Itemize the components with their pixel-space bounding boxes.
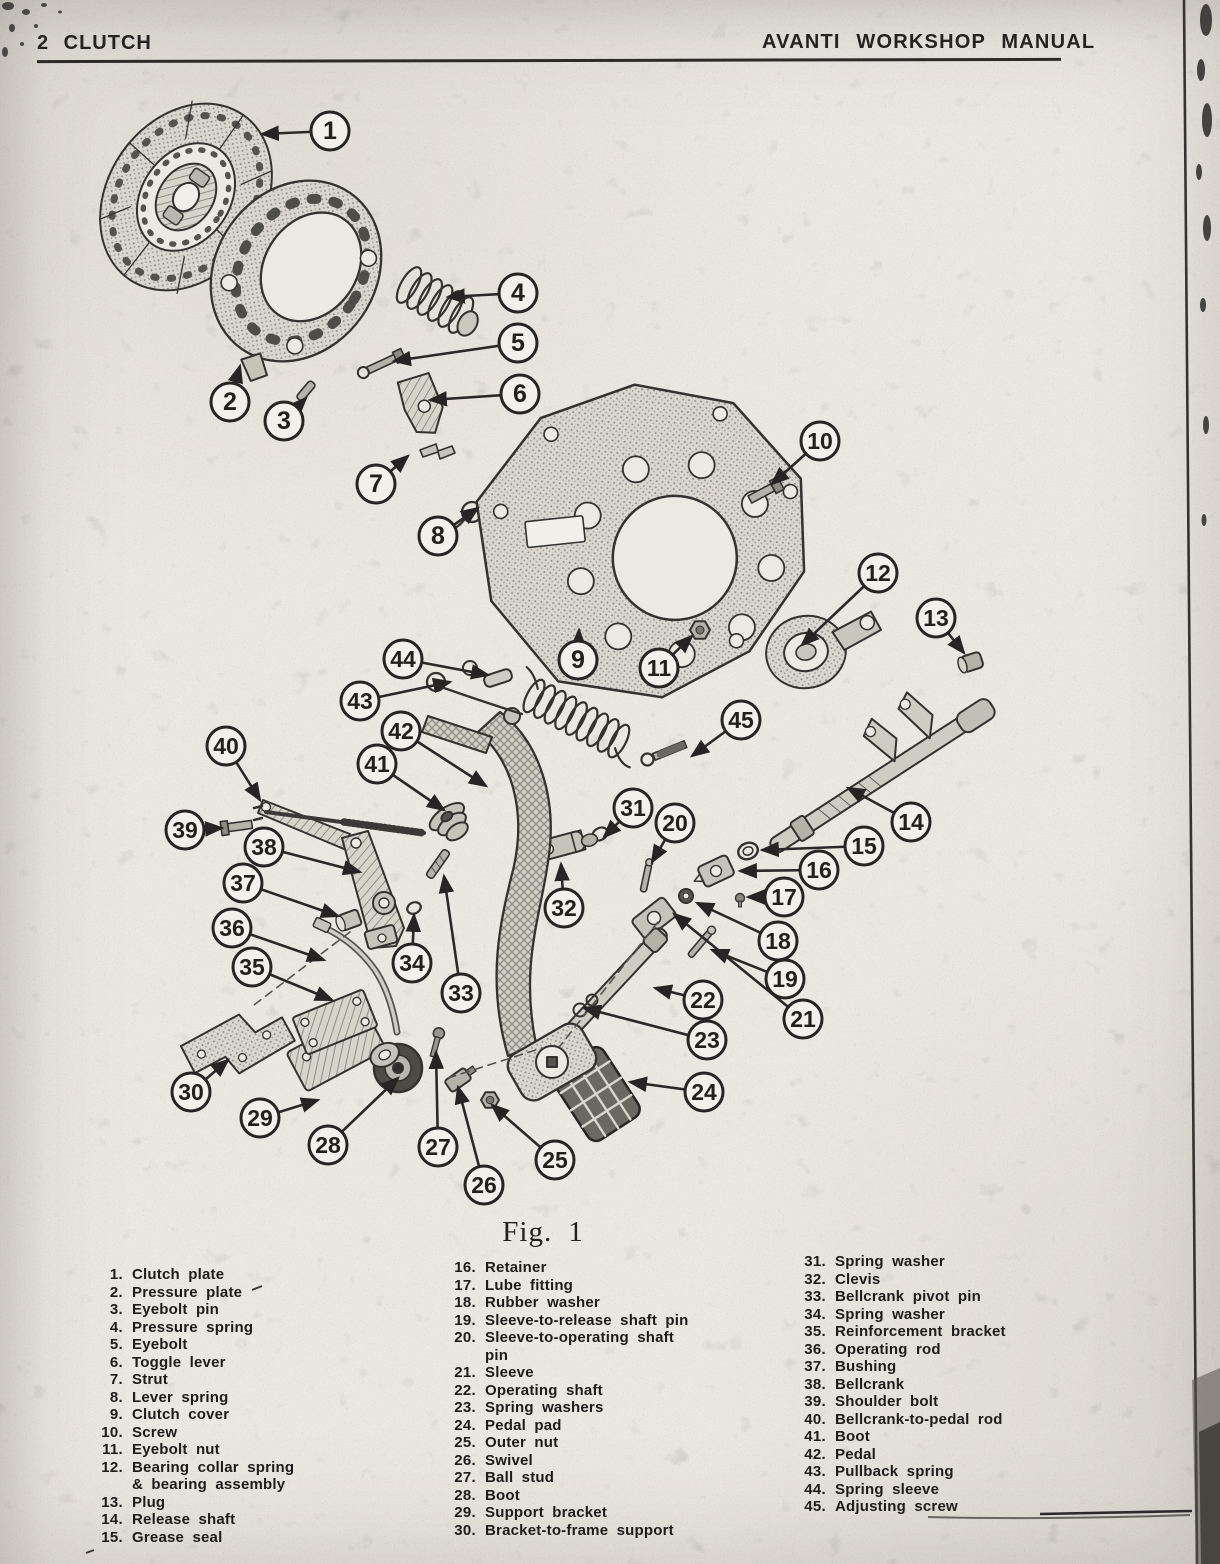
part-label: Clutch cover <box>132 1406 230 1423</box>
part-label: Sleeve-to-operating shaft pin <box>485 1329 675 1364</box>
part-label: Pedal pad <box>485 1416 562 1434</box>
part-number: 27. <box>454 1469 476 1486</box>
part-number: 4. <box>109 1318 123 1336</box>
part-number: 32. <box>804 1270 826 1288</box>
callout-14 <box>892 803 930 841</box>
eyebolt-nut-drawing <box>690 621 710 638</box>
callout-13 <box>917 599 955 637</box>
callout-number-4: 4 <box>511 279 525 307</box>
part-item <box>786 1463 1053 1481</box>
part-number: 11. <box>102 1441 123 1458</box>
part-label: Outer nut <box>485 1434 559 1451</box>
part-label: Rubber washer <box>485 1294 600 1311</box>
callout-number-30: 30 <box>178 1079 204 1105</box>
callout-number-37: 37 <box>230 870 256 896</box>
figure-caption-word: Fig. <box>502 1216 553 1248</box>
callout-number-28: 28 <box>315 1132 341 1158</box>
callout-21 <box>784 1000 822 1038</box>
part-item <box>436 1364 689 1382</box>
part-label: Bellcrank pivot pin <box>835 1288 981 1305</box>
callout-11 <box>640 649 678 687</box>
callout-number-42: 42 <box>388 718 414 744</box>
callout-12 <box>859 554 897 592</box>
callout-number-38: 38 <box>251 834 277 860</box>
callout-16 <box>800 851 838 889</box>
callout-27 <box>419 1128 457 1166</box>
callout-34 <box>393 944 431 982</box>
callout-42 <box>382 712 420 750</box>
callout-39 <box>166 811 204 849</box>
part-item <box>83 1406 310 1424</box>
part-item <box>436 1277 689 1295</box>
callout-number-1: 1 <box>323 117 337 145</box>
part-number: 7. <box>109 1371 123 1388</box>
part-label: Toggle lever <box>132 1353 226 1371</box>
callout-10 <box>801 422 839 460</box>
callout-9 <box>559 641 597 679</box>
part-label: Screw <box>132 1423 178 1441</box>
part-label: Retainer <box>485 1259 547 1276</box>
callout-number-35: 35 <box>239 954 265 980</box>
callout-number-39: 39 <box>172 817 198 843</box>
parts-column-1 <box>83 1266 310 1546</box>
part-label: Eyebolt <box>132 1336 188 1353</box>
part-item <box>786 1253 1053 1271</box>
part-label: Grease seal <box>132 1528 223 1546</box>
part-number: 43. <box>804 1463 826 1480</box>
callout-number-25: 25 <box>542 1147 568 1173</box>
part-item <box>436 1294 689 1312</box>
part-label: Shoulder bolt <box>835 1393 939 1410</box>
callout-number-14: 14 <box>898 809 924 835</box>
part-label: Bushing <box>835 1358 897 1375</box>
callout-number-29: 29 <box>247 1105 273 1131</box>
manual-title: AVANTI WORKSHOP MANUAL <box>762 31 1096 53</box>
callout-36 <box>213 909 251 947</box>
part-item <box>436 1469 689 1487</box>
callout-28 <box>309 1126 347 1164</box>
callout-number-32: 32 <box>551 895 577 921</box>
callout-44 <box>384 640 422 678</box>
callout-8 <box>419 517 457 555</box>
part-item <box>83 1529 310 1547</box>
part-label: Strut <box>132 1371 168 1388</box>
part-label: Pedal <box>835 1445 877 1463</box>
part-number: 33. <box>804 1288 826 1305</box>
part-item <box>786 1271 1053 1289</box>
part-item <box>436 1329 689 1364</box>
part-number: 45. <box>804 1498 826 1515</box>
part-item <box>436 1487 689 1505</box>
part-item <box>436 1504 689 1522</box>
part-label: Operating rod <box>835 1340 941 1358</box>
outer-nut-drawing <box>481 1092 499 1108</box>
part-item <box>83 1301 310 1319</box>
part-item <box>83 1371 310 1389</box>
callout-40 <box>207 727 245 765</box>
part-item <box>786 1481 1053 1499</box>
callout-17 <box>765 878 803 916</box>
part-number: 38. <box>804 1375 826 1393</box>
part-label: Reinforcement bracket <box>835 1323 1006 1340</box>
part-label: Spring washers <box>485 1399 604 1416</box>
callout-number-27: 27 <box>425 1134 451 1160</box>
callout-number-10: 10 <box>807 428 833 454</box>
callout-41 <box>358 745 396 783</box>
part-label: Eyebolt nut <box>132 1441 220 1458</box>
part-number: 40. <box>804 1410 826 1428</box>
part-number: 37. <box>804 1358 826 1375</box>
part-label: Plug <box>132 1493 166 1511</box>
part-item <box>83 1424 310 1442</box>
part-label: Sleeve <box>485 1364 534 1381</box>
part-number: 10. <box>101 1423 123 1441</box>
callout-20 <box>656 804 694 842</box>
part-item <box>83 1284 310 1302</box>
callout-1 <box>311 112 349 150</box>
part-number: 1. <box>109 1266 123 1283</box>
callout-43 <box>341 682 379 720</box>
part-label: Adjusting screw <box>835 1498 958 1515</box>
part-number: 13. <box>101 1493 123 1511</box>
part-item <box>83 1441 310 1459</box>
part-number: 17. <box>454 1276 476 1294</box>
part-item <box>83 1511 310 1529</box>
callout-29 <box>241 1099 279 1137</box>
part-number: 36. <box>804 1340 826 1358</box>
part-item <box>83 1336 310 1354</box>
part-number: 3. <box>109 1301 123 1318</box>
right-bottom-wedge <box>1199 1422 1220 1564</box>
part-number: 14. <box>101 1511 123 1528</box>
part-number: 20. <box>454 1329 476 1346</box>
callout-18 <box>759 922 797 960</box>
callout-number-18: 18 <box>765 928 791 954</box>
section-title: CLUTCH <box>63 32 152 54</box>
part-item <box>83 1266 310 1284</box>
callout-number-41: 41 <box>364 751 390 777</box>
callout-24 <box>685 1073 723 1111</box>
callout-26 <box>465 1166 503 1204</box>
callout-3 <box>265 402 303 440</box>
callout-number-36: 36 <box>219 915 245 941</box>
part-label: Eyebolt pin <box>132 1301 220 1318</box>
part-item <box>786 1428 1053 1446</box>
part-label: Boot <box>835 1428 870 1445</box>
part-item <box>436 1452 689 1470</box>
part-label: Bearing collar spring & bearing assembly <box>132 1458 295 1493</box>
part-number: 24. <box>454 1416 476 1434</box>
part-number: 25. <box>454 1434 476 1451</box>
part-number: 34. <box>804 1305 826 1323</box>
callout-22 <box>684 981 722 1019</box>
part-item <box>436 1312 689 1330</box>
part-label: Pullback spring <box>835 1463 954 1480</box>
callout-number-45: 45 <box>728 707 754 733</box>
part-label: Ball stud <box>485 1469 555 1486</box>
callout-number-17: 17 <box>771 884 797 910</box>
part-number: 19. <box>454 1311 476 1329</box>
part-item <box>83 1494 310 1512</box>
callout-number-3: 3 <box>277 407 291 435</box>
callout-number-6: 6 <box>513 380 527 408</box>
callout-number-2: 2 <box>223 388 237 416</box>
callout-number-11: 11 <box>646 655 672 681</box>
part-number: 9. <box>109 1406 123 1423</box>
part-item <box>436 1434 689 1452</box>
figure-caption-number: 1 <box>568 1216 584 1248</box>
part-item <box>786 1446 1053 1464</box>
part-item <box>786 1411 1053 1429</box>
part-number: 22. <box>454 1381 476 1399</box>
part-number: 30. <box>454 1521 476 1539</box>
part-item <box>786 1323 1053 1341</box>
part-item <box>83 1389 310 1407</box>
part-number: 12. <box>101 1458 123 1476</box>
callout-31 <box>614 789 652 827</box>
part-label: Bracket-to-frame support <box>485 1521 674 1539</box>
part-number: 2. <box>109 1283 123 1301</box>
part-label: Boot <box>485 1486 520 1504</box>
part-label: Lever spring <box>132 1388 229 1406</box>
callout-number-44: 44 <box>390 646 416 672</box>
part-label: Sleeve-to-release shaft pin <box>485 1311 689 1329</box>
part-number: 18. <box>454 1294 476 1311</box>
part-label: Pressure spring <box>132 1318 254 1336</box>
part-number: 35. <box>804 1323 826 1340</box>
callout-number-22: 22 <box>690 987 716 1013</box>
part-item <box>786 1341 1053 1359</box>
callout-number-33: 33 <box>448 980 474 1006</box>
callout-23 <box>688 1021 726 1059</box>
part-label: Bellcrank-to-pedal rod <box>835 1410 1003 1428</box>
part-number: 26. <box>454 1451 476 1469</box>
callout-15 <box>845 827 883 865</box>
callout-30 <box>172 1073 210 1111</box>
part-item <box>436 1259 689 1277</box>
parts-column-2 <box>436 1259 689 1539</box>
callout-number-12: 12 <box>865 560 891 586</box>
callout-number-21: 21 <box>790 1006 816 1032</box>
callout-number-31: 31 <box>620 795 646 821</box>
part-label: Swivel <box>485 1451 533 1469</box>
part-label: Pressure plate <box>132 1283 243 1301</box>
part-label: Support bracket <box>485 1504 608 1521</box>
callout-number-23: 23 <box>694 1027 720 1053</box>
part-label: Spring washer <box>835 1305 945 1323</box>
part-label: Spring washer <box>835 1253 945 1270</box>
part-number: 15. <box>101 1528 123 1546</box>
callout-number-15: 15 <box>851 833 877 859</box>
part-label: Lube fitting <box>485 1276 574 1294</box>
page-number: 2 <box>37 32 49 54</box>
callout-number-20: 20 <box>662 810 688 836</box>
callout-number-16: 16 <box>806 857 832 883</box>
part-item <box>786 1393 1053 1411</box>
callout-19 <box>766 960 804 998</box>
callout-number-8: 8 <box>431 522 445 550</box>
part-number: 8. <box>109 1388 123 1406</box>
callout-number-34: 34 <box>399 950 425 976</box>
part-item <box>786 1306 1053 1324</box>
callout-number-5: 5 <box>511 329 525 357</box>
part-item <box>436 1399 689 1417</box>
part-item <box>436 1522 689 1540</box>
figure-caption <box>502 1216 583 1249</box>
part-number: 29. <box>454 1504 476 1521</box>
callout-number-19: 19 <box>772 966 798 992</box>
callout-4 <box>499 274 537 312</box>
callout-number-7: 7 <box>369 470 383 498</box>
part-number: 6. <box>109 1353 123 1371</box>
part-label: Clutch plate <box>132 1266 225 1283</box>
callout-5 <box>499 324 537 362</box>
part-item <box>83 1354 310 1372</box>
callout-25 <box>536 1141 574 1179</box>
callout-45 <box>722 701 760 739</box>
part-number: 31. <box>804 1253 826 1270</box>
part-label: Clevis <box>835 1270 881 1288</box>
part-number: 42. <box>804 1445 826 1463</box>
part-number: 21. <box>454 1364 476 1381</box>
callout-number-26: 26 <box>471 1172 497 1198</box>
part-item <box>786 1358 1053 1376</box>
part-label: Bellcrank <box>835 1375 905 1393</box>
part-label: Spring sleeve <box>835 1480 940 1498</box>
part-label: Release shaft <box>132 1511 236 1528</box>
part-number: 5. <box>109 1336 123 1353</box>
part-number: 44. <box>804 1480 826 1498</box>
callout-number-24: 24 <box>691 1079 717 1105</box>
callout-2 <box>211 383 249 421</box>
callout-35 <box>233 948 271 986</box>
part-number: 28. <box>454 1486 476 1504</box>
part-number: 39. <box>804 1393 826 1410</box>
callout-33 <box>442 974 480 1012</box>
part-item <box>83 1459 310 1494</box>
part-item <box>786 1498 1053 1516</box>
part-item <box>83 1319 310 1337</box>
callout-38 <box>245 828 283 866</box>
callout-number-13: 13 <box>923 605 949 631</box>
part-number: 16. <box>454 1259 476 1276</box>
callout-37 <box>224 864 262 902</box>
part-item <box>436 1417 689 1435</box>
part-item <box>786 1288 1053 1306</box>
callout-6 <box>501 375 539 413</box>
part-number: 41. <box>804 1428 826 1445</box>
callout-number-9: 9 <box>571 646 585 674</box>
part-label: Operating shaft <box>485 1381 603 1399</box>
callout-number-40: 40 <box>213 733 239 759</box>
part-number: 23. <box>454 1399 476 1416</box>
part-item <box>786 1376 1053 1394</box>
part-item <box>436 1382 689 1400</box>
callout-32 <box>545 889 583 927</box>
callout-number-43: 43 <box>347 688 373 714</box>
callout-7 <box>357 465 395 503</box>
rubber-washer-drawing <box>679 889 693 903</box>
parts-column-3 <box>786 1253 1053 1516</box>
